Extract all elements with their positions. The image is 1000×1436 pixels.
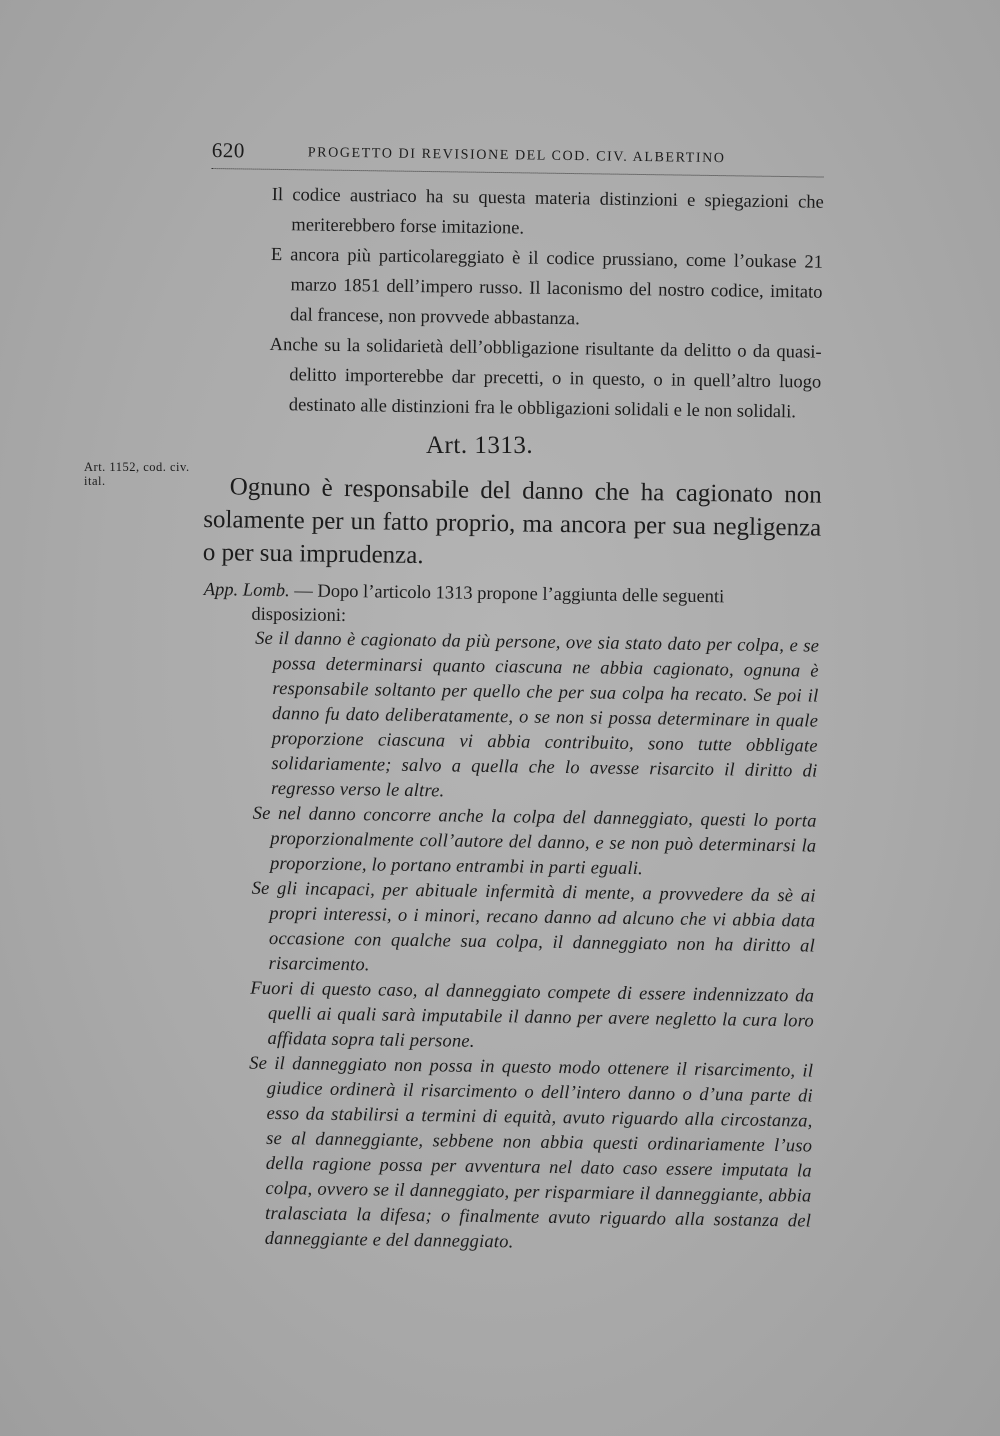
proposal-paragraph: Se nel danno concorre anche la colpa del danneggiato, questi lo porta proporzionalmente coll’autore del danno, e se non può determinarsi la proporzione, lo portano entrambi in parti eguali. (252, 803, 817, 880)
appendix-source: App. Lomb. (203, 579, 290, 602)
intro-paragraph: Il codice austriaco ha su questa materia distinzioni e spiegazioni che meriterebbero forse imitazione. (271, 184, 824, 239)
margin-note: Art. 1152, cod. civ. ital. (84, 460, 190, 488)
appendix-block (195, 578, 820, 1260)
proposal-paragraph: Fuori di questo caso, al danneggiato compete di essere indennizzato da quelli ai quali sarà imputabile il danno per avere negletto la cura loro affidata sopra tali persone. (250, 978, 815, 1052)
article-heading: Art. 1313. (426, 432, 534, 459)
header-rule (212, 168, 824, 178)
appendix-intro (203, 578, 820, 635)
proposal-paragraph: Se il danneggiato non possa in questo modo ottenere il risarcimento, il giudice ordinerà il risarcimento o dell’intero danno o d’una parte di esso da stabilirsi a termini di equità, avuto riguardo alla circostanza, se al danneggiante, sebbene non abbia questi ordinariamente l’uso della ragione possa per avventura nel dato caso essere imputata la colpa, ovvero se il danneggiato, per risparmiare il danneggiante, abbia tralasciata la difesa; o finalmente avuto riguardo alla sostanza del danneggiante e del danneggiato. (249, 1053, 814, 1253)
running-head: PROGETTO DI REVISIONE DEL COD. CIV. ALBERTINO (307, 145, 726, 167)
proposal-paragraph: Se gli incapaci, per abituale infermità di mente, a provvedere da sè ai propri interessi, o i minori, recano danno ad alcuno che vi abbia data occasione con qualche sua colpa, il danneggiato non ha diritto al risarcimento. (251, 878, 816, 976)
article-text: Ognuno è responsabile del danno che ha cagionato non solamente per un fatto proprio, ma ancora per sua negligenza o per sua imprudenza. (202, 473, 822, 570)
intro-paragraph: E ancora più particolareggiato è il codice prussiano, come l’oukase 21 marzo 1851 dell’impero russo. Il laconismo del nostro codice, imitato dal francese, non provvede abbastanza. (270, 244, 824, 330)
appendix-intro-text: — Dopo l’articolo 1313 propone l’aggiunta delle seguenti disposizioni: (251, 581, 725, 626)
intro-text (269, 180, 824, 428)
proposal-paragraph: Se il danno è cagionato da più persone, ove sia stato dato per colpa, e se possa determinarsi quanto ciascuna ne abbia cagionato, ognuna è responsabile soltanto per quello che per sua colpa ha recato. Se poi il danno fu dato deliberatamente, o se non si possa determinare in quale proporzione ciascuna vi abbia contribuito, sono tutte obbligate solidariamente; salvo a quella che lo avesse risarcito il diritto di regresso verso le altre. (255, 628, 820, 802)
page-number: 620 (211, 138, 245, 163)
article-body (203, 470, 822, 578)
intro-paragraph: Anche su la solidarietà dell’obbligazione risultante da delitto o da quasi-delitto importerebbe dar precetti, o in questo, o in quell’altro luogo destinato alle distinzioni fra le obbligazioni solidali e le non solidali. (269, 334, 822, 423)
page-header (212, 138, 824, 179)
